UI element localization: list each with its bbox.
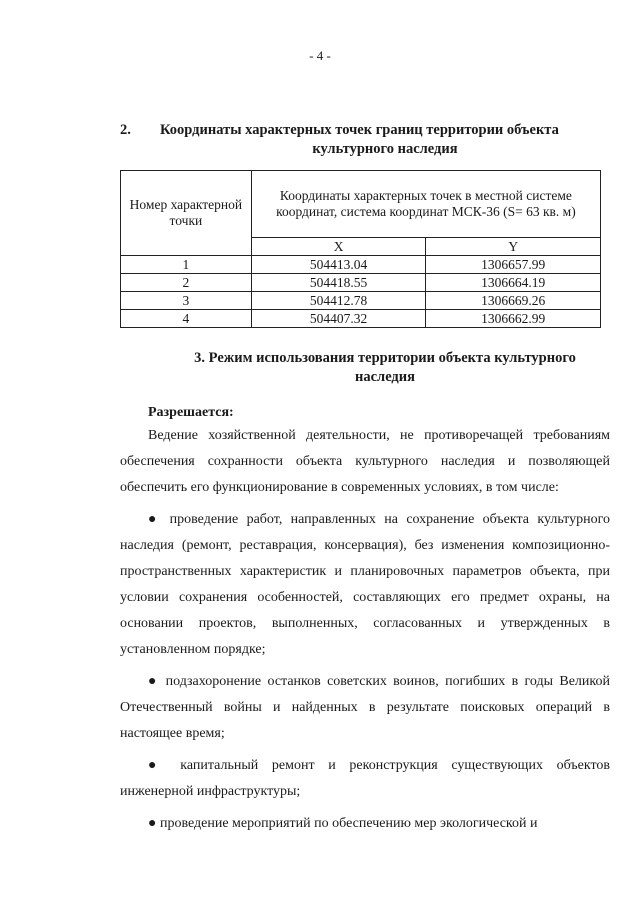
coordinates-table bbox=[120, 170, 601, 328]
section-3-title bbox=[170, 349, 600, 387]
point-number: 2 bbox=[121, 274, 252, 292]
point-number: 1 bbox=[121, 256, 252, 274]
y-coordinate: 1306664.19 bbox=[426, 274, 601, 292]
table-row bbox=[121, 310, 601, 328]
section-3-title-line2: наследия bbox=[355, 369, 415, 385]
section-2-title-line2: культурного наследия bbox=[312, 141, 458, 157]
section-3-title-line1: 3. Режим использования территории объекта культурного bbox=[194, 350, 576, 366]
y-coordinate: 1306662.99 bbox=[426, 310, 601, 328]
paragraph-intro: Ведение хозяйственной деятельности, не противоречащей требованиям обеспечения сохранности объекта культурного наследия и позволяющей обеспечить его функционирование в современных условиях, в том числе: bbox=[120, 428, 610, 495]
x-coordinate: 504412.78 bbox=[251, 292, 426, 310]
bullet-item: ● проведение работ, направленных на сохранение объекта культурного наследия (ремонт, реставрация, консервация), без изменения композиционно-пространственных характеристик и планировочных параметров объекта, при условии сохранения особенностей, составляющих его предмет охраны, на основании проектов, выполненных, согласованных и утвержденных в установленном порядке; bbox=[120, 512, 610, 657]
col-coordinates-header: Координаты характерных точек в местной системе координат, система координат МСК-36 (S= 63 кв. м) bbox=[251, 171, 600, 238]
y-coordinate: 1306657.99 bbox=[426, 256, 601, 274]
section-2-number: 2. bbox=[120, 122, 131, 138]
col-point-number-header: Номер характерной точки bbox=[121, 171, 252, 256]
x-coordinate: 504418.55 bbox=[251, 274, 426, 292]
table-row bbox=[121, 256, 601, 274]
body-text bbox=[120, 423, 610, 837]
point-number: 4 bbox=[121, 310, 252, 328]
y-coordinate: 1306669.26 bbox=[426, 292, 601, 310]
point-number: 3 bbox=[121, 292, 252, 310]
allowed-label: Разрешается: bbox=[148, 405, 234, 420]
section-2-title bbox=[120, 121, 610, 159]
col-x-header: X bbox=[251, 238, 426, 256]
page-number: - 4 - bbox=[309, 48, 331, 63]
x-coordinate: 504407.32 bbox=[251, 310, 426, 328]
bullet-item: ● проведение мероприятий по обеспечению мер экологической и bbox=[148, 816, 538, 831]
table-row bbox=[121, 274, 601, 292]
table-row bbox=[121, 292, 601, 310]
bullet-item: ● подзахоронение останков советских воинов, погибших в годы Великой Отечественный войны и найденных в результате поисковых операций в настоящее время; bbox=[120, 674, 610, 741]
section-2-title-line1: Координаты характерных точек границ территории объекта bbox=[160, 122, 559, 138]
col-y-header: Y bbox=[426, 238, 601, 256]
bullet-item: ● капитальный ремонт и реконструкция существующих объектов инженерной инфраструктуры; bbox=[120, 758, 610, 799]
x-coordinate: 504413.04 bbox=[251, 256, 426, 274]
